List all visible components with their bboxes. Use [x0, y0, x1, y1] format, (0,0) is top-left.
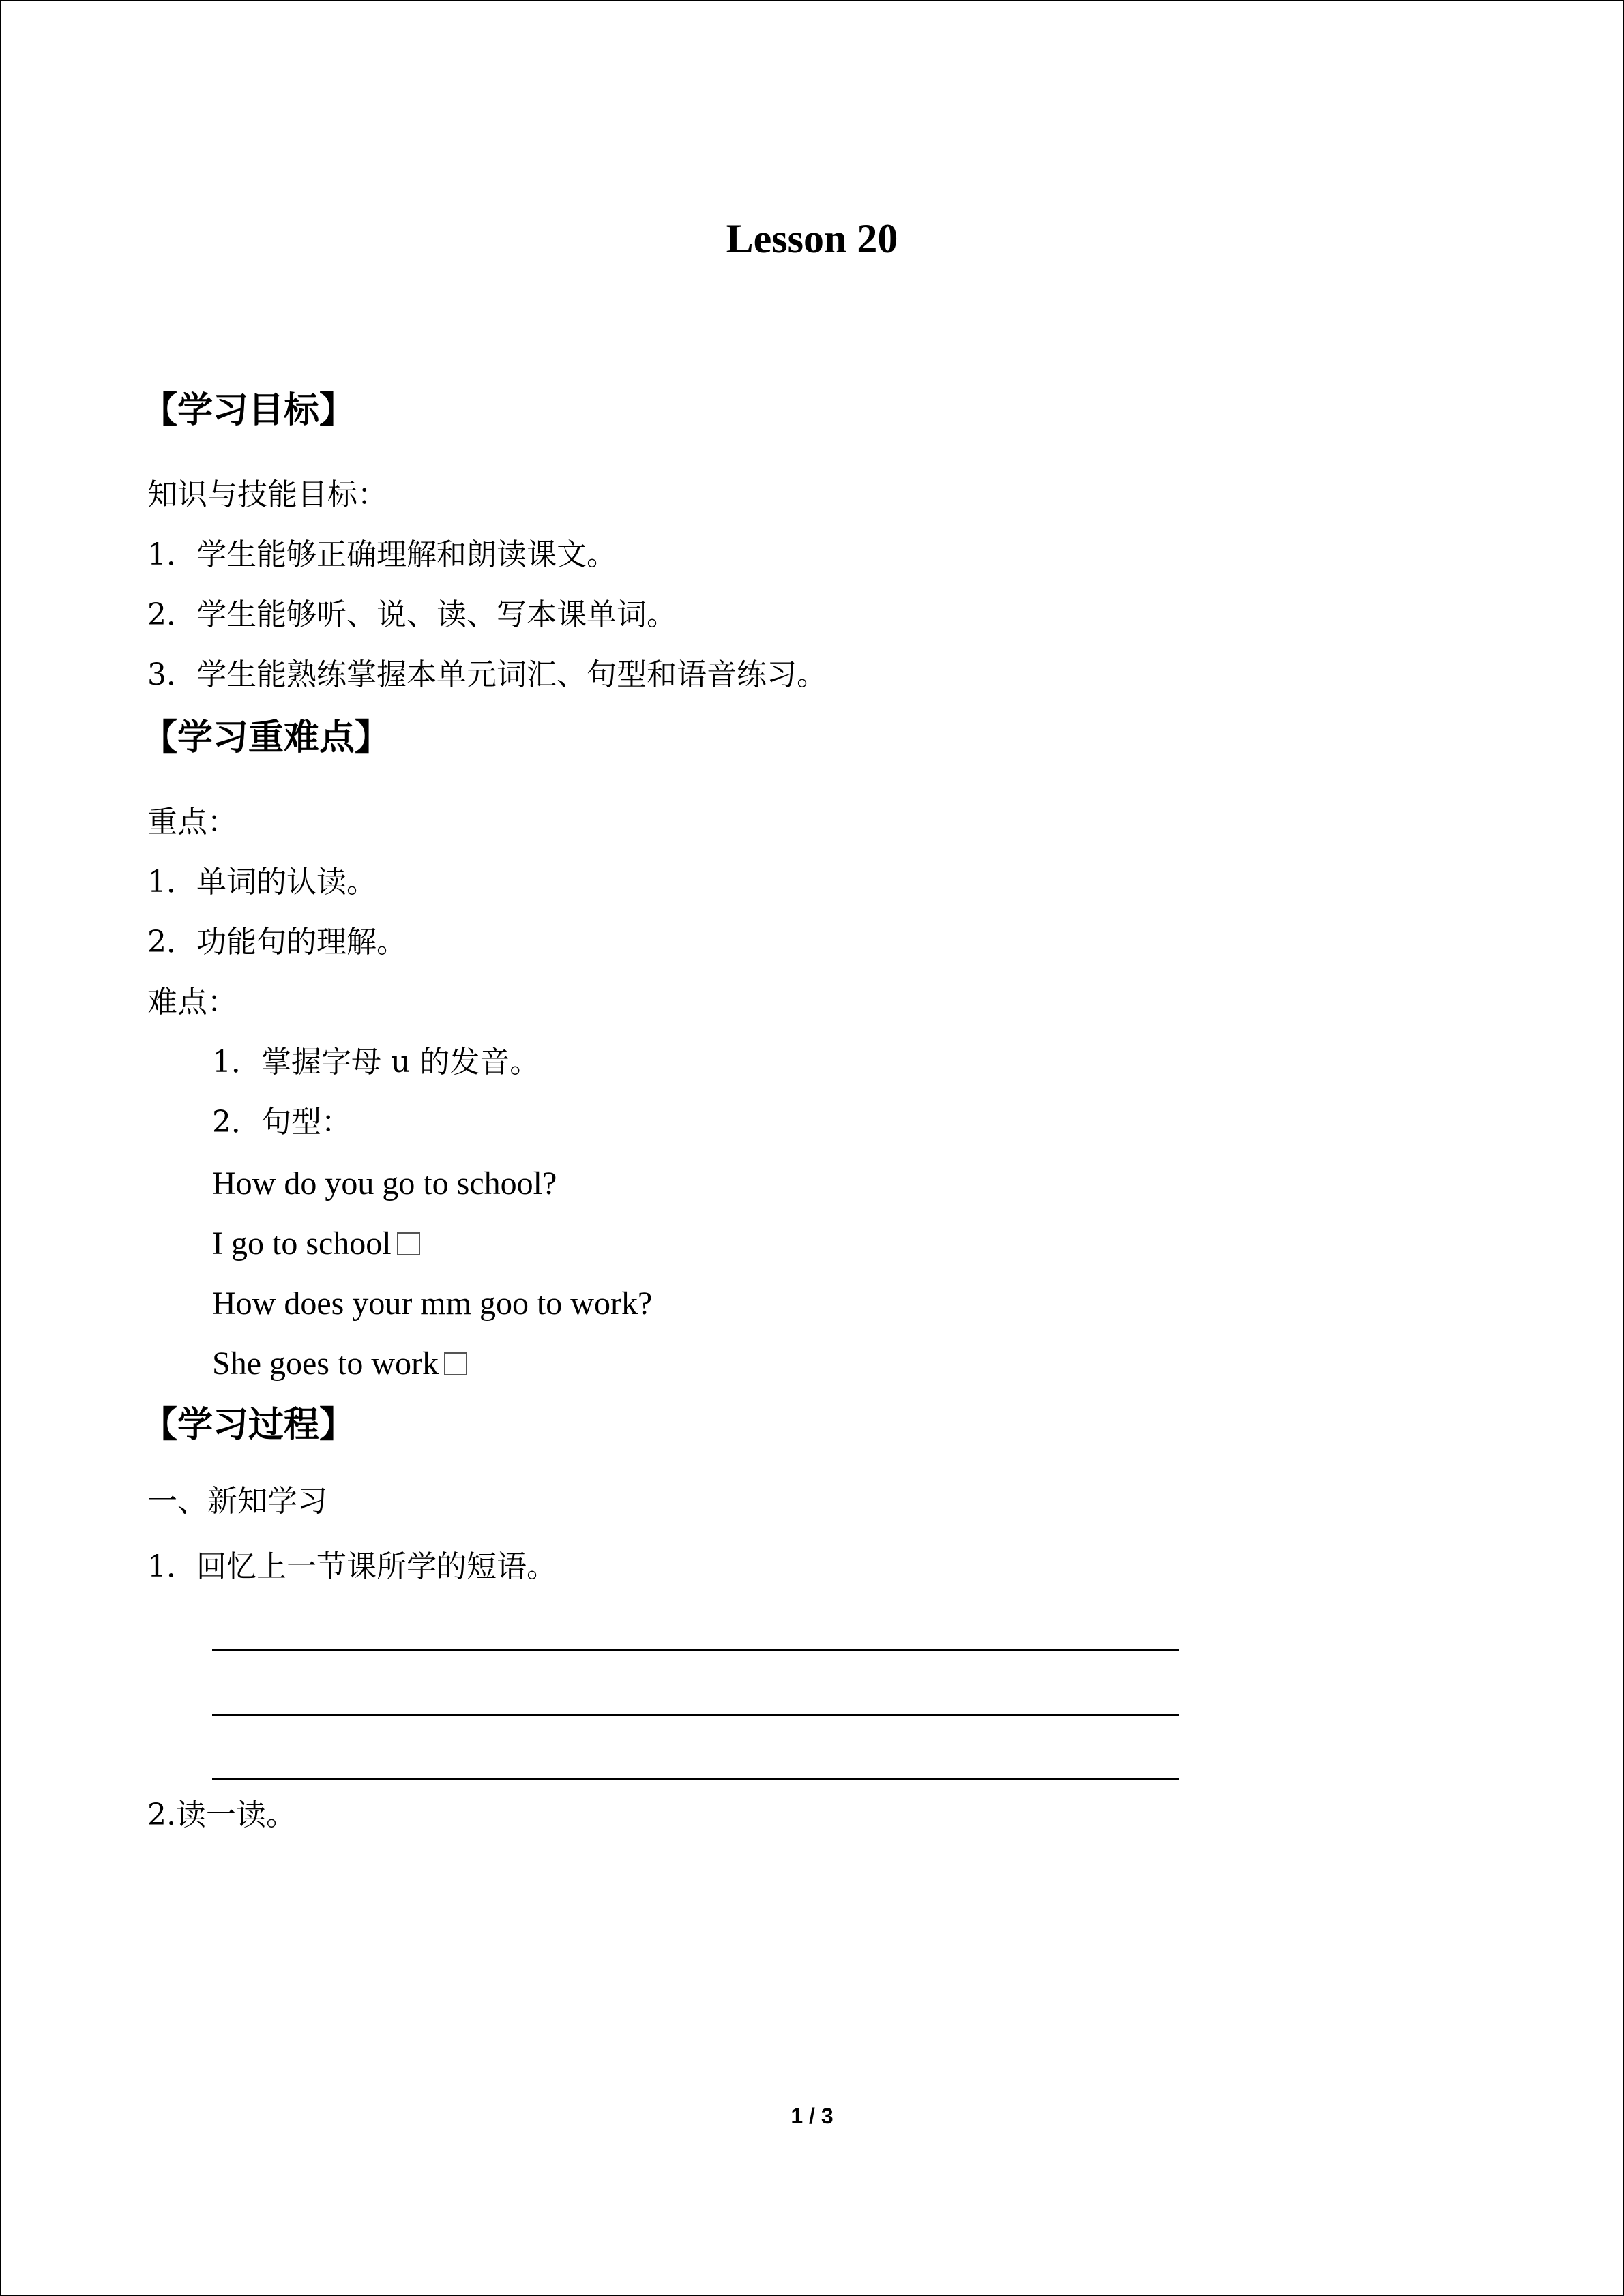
- objective-item: 2．学生能够听、说、读、写本课单词。: [147, 597, 677, 632]
- page-title: Lesson 20: [726, 216, 898, 261]
- answer-blank-line: [212, 1778, 1179, 1780]
- objective-item: 3．学生能熟练掌握本单元词汇、句型和语音练习。: [147, 657, 827, 692]
- placeholder-box: [444, 1352, 467, 1375]
- sentence-text: She goes to work: [212, 1345, 439, 1382]
- difficult-item: 2．句型：: [212, 1105, 351, 1139]
- difficult-item: 1．掌握字母 u 的发音。: [212, 1045, 540, 1079]
- process-task: 1．回忆上一节课所学的短语。: [147, 1549, 557, 1584]
- key-label: 重点：: [147, 805, 237, 839]
- sentence-text: How does your mm goo to work?: [212, 1285, 653, 1322]
- sentence-pattern: [212, 1283, 652, 1324]
- answer-blank-line: [212, 1714, 1179, 1716]
- sentence-pattern: [212, 1223, 420, 1264]
- process-heading: 【学习过程】: [142, 1405, 355, 1446]
- process-part: 一、新知学习: [147, 1484, 327, 1519]
- process-task: 2.读一读。: [147, 1798, 296, 1832]
- key-points-heading: 【学习重难点】: [142, 717, 391, 758]
- key-item: 1．单词的认读。: [147, 865, 377, 899]
- difficult-label: 难点：: [147, 985, 237, 1019]
- objectives-intro: 知识与技能目标：: [147, 477, 387, 512]
- key-item: 2．功能句的理解。: [147, 925, 407, 959]
- sentence-text: How do you go to school?: [212, 1165, 557, 1202]
- answer-blank-line: [212, 1649, 1179, 1651]
- page-number: 1 / 3: [791, 2104, 833, 2128]
- sentence-text: I go to school: [212, 1225, 392, 1262]
- sentence-pattern: [212, 1163, 557, 1204]
- objective-item: 1．学生能够正确理解和朗读课文。: [147, 537, 617, 572]
- objectives-heading: 【学习目标】: [142, 390, 355, 431]
- sentence-pattern: [212, 1343, 467, 1384]
- placeholder-box: [397, 1232, 420, 1255]
